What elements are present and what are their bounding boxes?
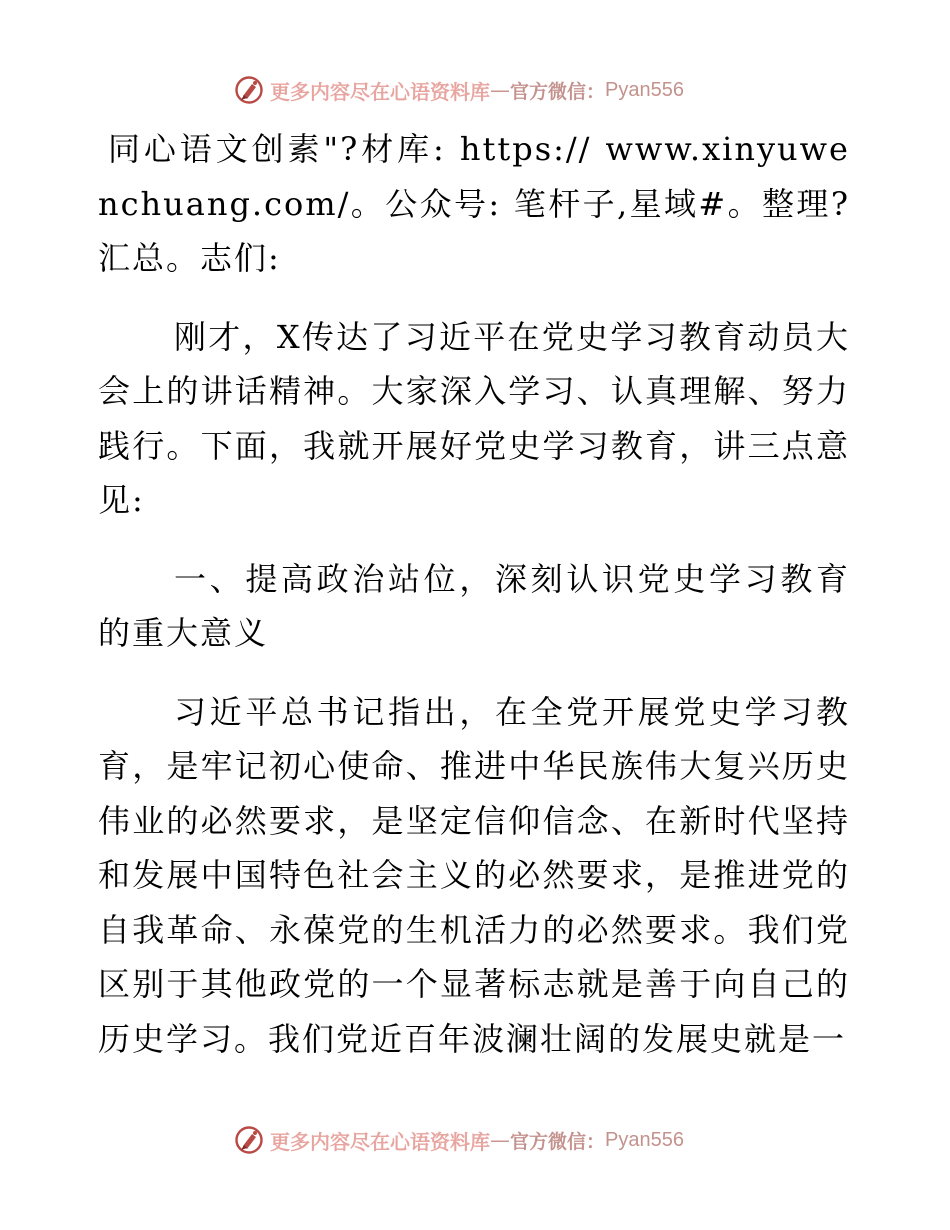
pen-nib-logo-icon [234,1125,264,1155]
watermark-wechat-id: Pyan556 [605,78,684,101]
document-body [98,122,850,1066]
footer-watermark [234,1123,684,1157]
watermark-wechat-id: Pyan556 [605,1128,684,1151]
pen-nib-logo-icon [234,75,264,105]
section-heading: 一、提高政治站位，深刻认识党史学习教育的重大意义 [98,559,850,652]
body-paragraph: 习近平总书记指出，在全党开展党史学习教育，是牢记初心使命、推进中华民族伟大复兴历史伟业的必然要求，是坚定信仰信念、在新时代坚持和发展中国特色社会主义的必然要求，是推进党的自我革命、永葆党的生机活力的必然要求。我们党区别于其他政党的一个显著标志就是善于向自己的历史学习。我们党近百年波澜壮阔的发展史就是一 [98,692,850,1058]
watermark-wechat-label: 官方微信： [510,80,606,103]
watermark-wechat-label: 官方微信： [510,1130,606,1153]
watermark-dash: — [490,1128,510,1152]
watermark-dash: — [490,78,510,102]
watermark-main-text: 更多内容尽在心语资料库 [270,1129,490,1154]
header-watermark [234,73,684,107]
watermark-main-text: 更多内容尽在心语资料库 [270,79,490,104]
body-paragraph: 刚才，X传达了习近平在党史学习教育动员大会上的讲话精神。大家深入学习、认真理解、努力践行。下面，我就开展好党史学习教育，讲三点意见: [98,317,850,519]
intro-paragraph: 同心语文创素"?材库: https:// www.xinyuwenchuang.com/。公众号: 笔杆子,星域#。整理?汇总。志们: [98,130,850,277]
